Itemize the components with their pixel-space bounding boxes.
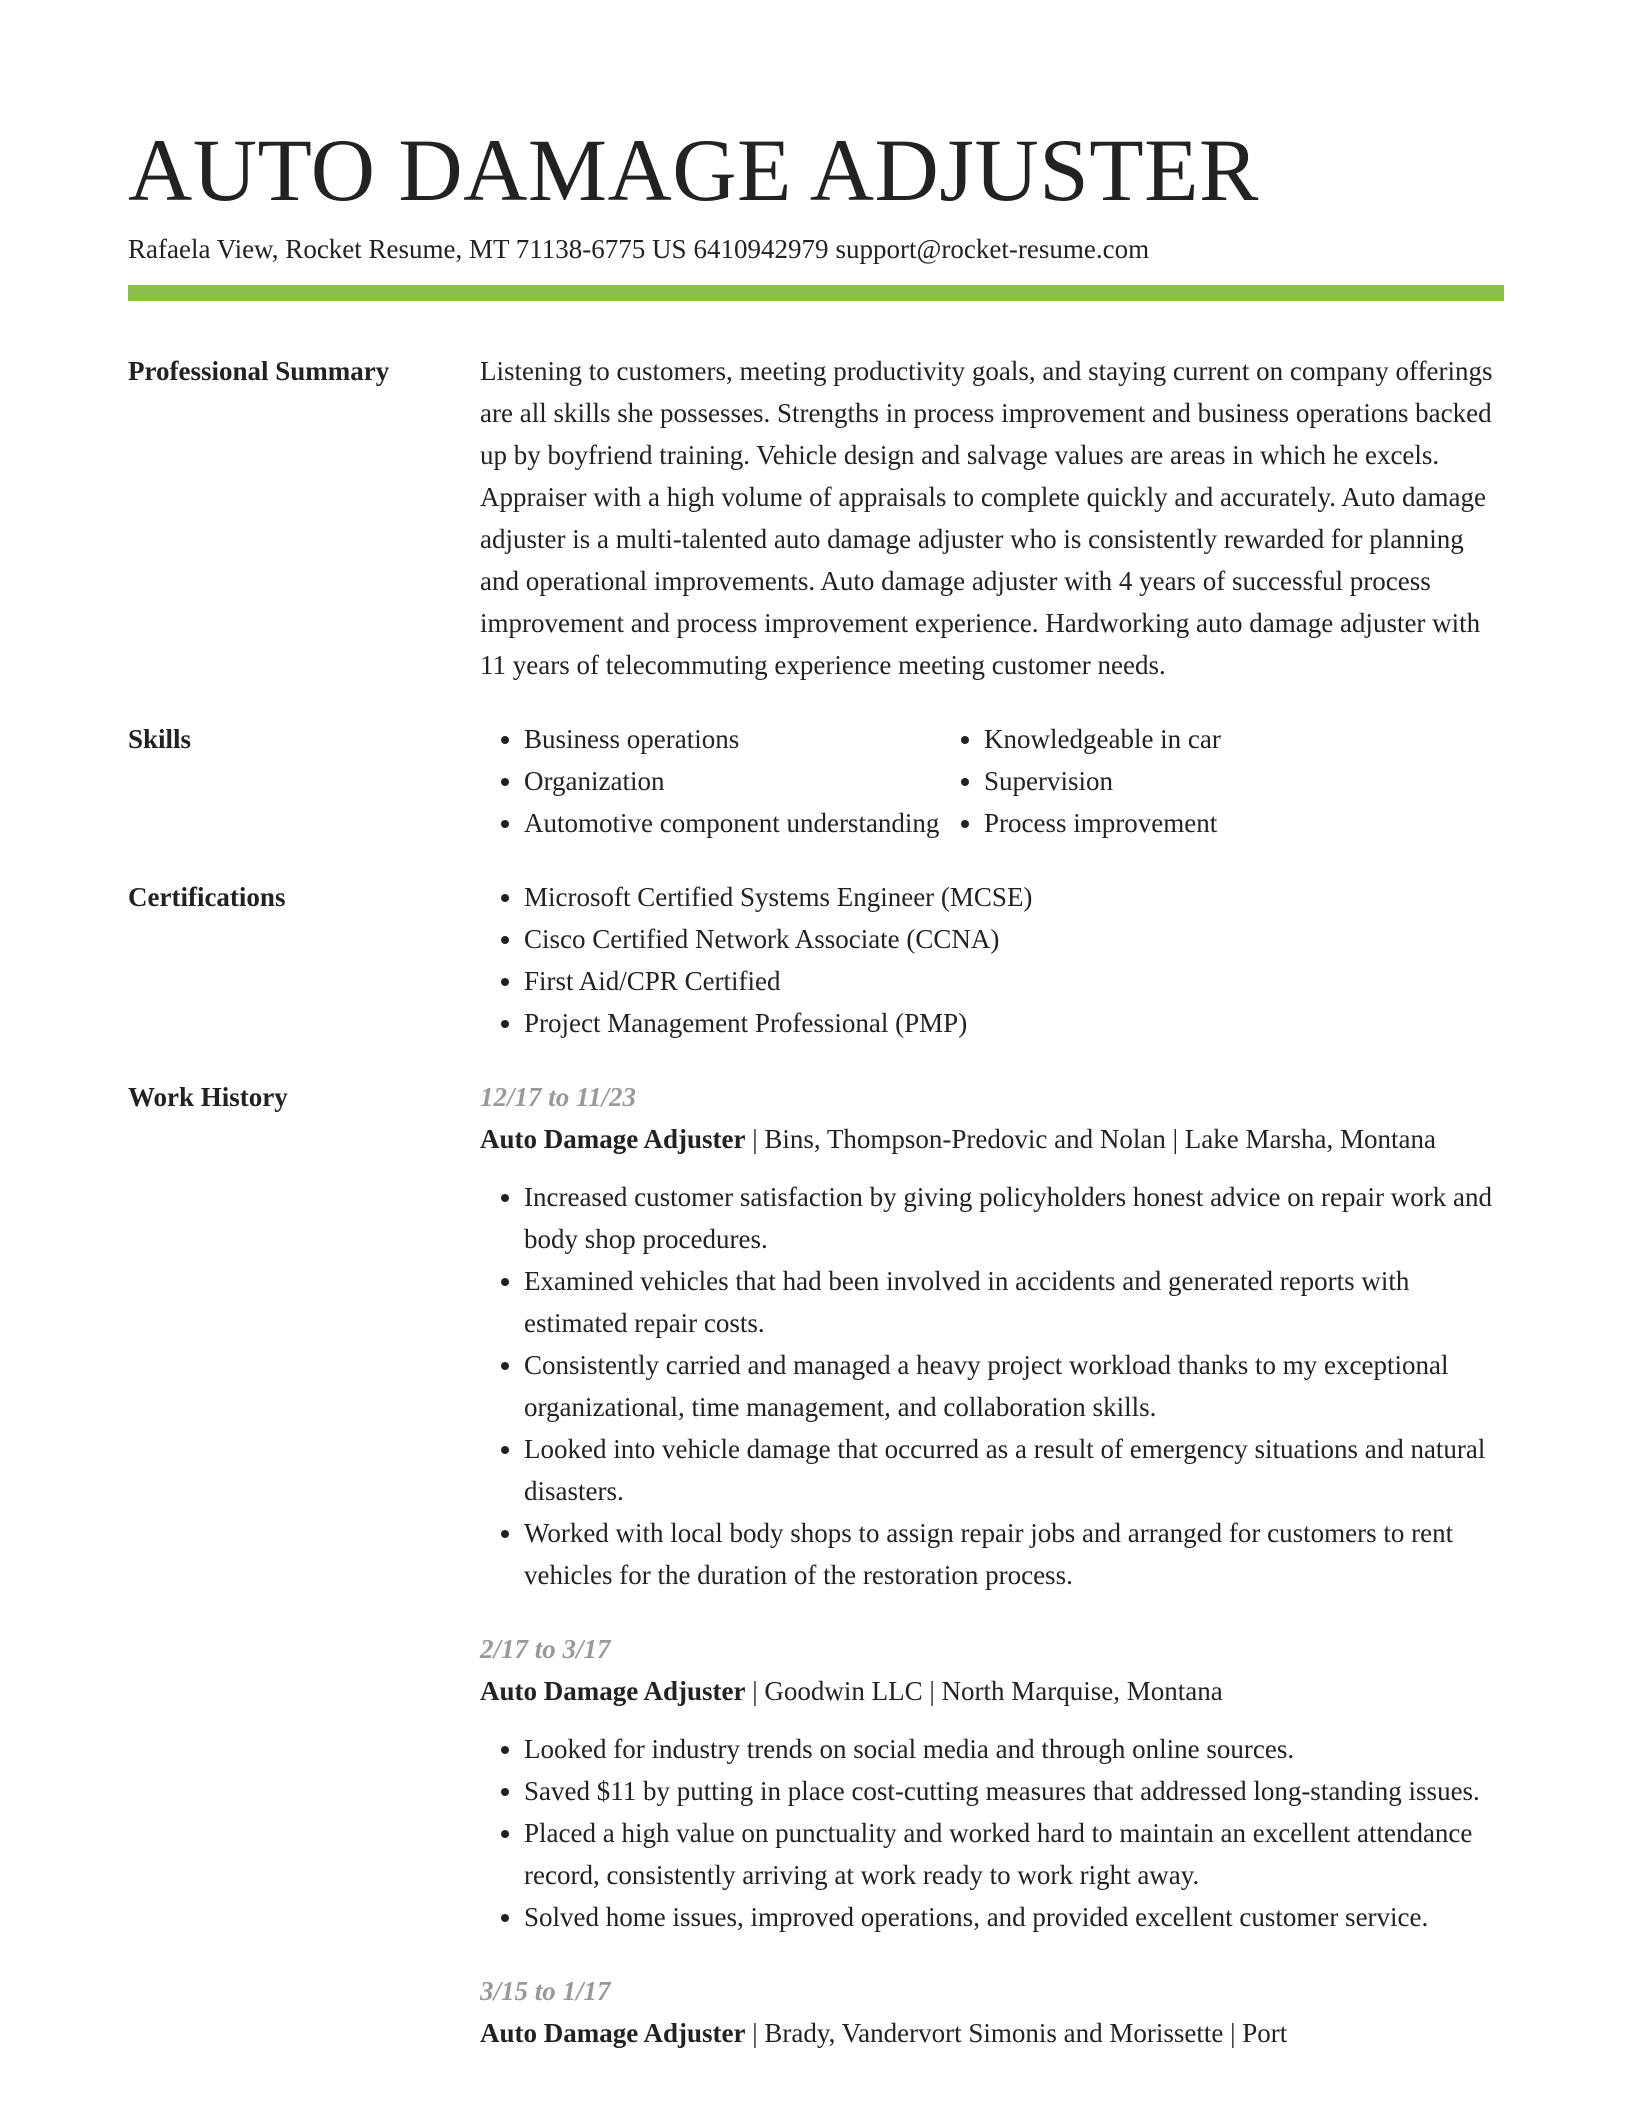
skill-item: • Process improvement <box>984 802 1221 844</box>
job-details: | Goodwin LLC | North Marquise, Montana <box>752 1676 1223 1706</box>
skill-item: • Knowledgeable in car <box>984 718 1221 760</box>
skills-list-2 <box>940 718 1221 844</box>
contact-address: Rafaela View, Rocket Resume, MT 71138-6775 US <box>128 234 687 264</box>
summary-body <box>480 350 1504 686</box>
summary-text: Listening to customers, meeting productivity goals, and staying current on company offerings are all skills she possesses. Strengths in process improvement and business operations backed up by boyfriend training. Vehicle design and salvage values are areas in which he excels. Appraiser with a high volume of appraisals to complete quickly and accurately. Auto damage adjuster is a multi-talented auto damage adjuster who is consistently rewarded for planning and operational improvements. Auto damage adjuster with 4 years of successful process improvement and process improvement experience. Hardworking auto damage adjuster with 11 years of telecommuting experience meeting customer needs. <box>480 356 1493 680</box>
job-title: Auto Damage Adjuster <box>480 2018 746 2048</box>
job-title: Auto Damage Adjuster <box>480 1676 746 1706</box>
job-title: Auto Damage Adjuster <box>480 1124 746 1154</box>
skills-column-1 <box>480 718 940 844</box>
skills-list-1 <box>480 718 940 844</box>
certifications-list <box>480 876 1504 1044</box>
job-bullet: • Saved $11 by putting in place cost-cutting measures that addressed long-standing issues. <box>524 1770 1504 1812</box>
work-history-body <box>480 1076 1504 2086</box>
skill-item: • Organization <box>524 760 940 802</box>
header-divider <box>128 285 1504 301</box>
job-bullets <box>480 1176 1504 1596</box>
job-details: | Brady, Vandervort Simonis and Morissette | Port <box>752 2018 1288 2048</box>
certifications-section <box>128 876 1504 1044</box>
certification-item: • Microsoft Certified Systems Engineer (MCSE) <box>524 876 1504 918</box>
section-label-work-history: Work History <box>128 1082 288 1112</box>
skill-item: • Automotive component understanding <box>524 802 940 844</box>
job-bullet: • Placed a high value on punctuality and worked hard to maintain an excellent attendance record, consistently arriving at work ready to work right away. <box>524 1812 1504 1896</box>
section-label-certifications: Certifications <box>128 882 286 912</box>
section-label-summary: Professional Summary <box>128 356 390 386</box>
job-entry <box>480 1628 1504 1938</box>
job-bullet: • Looked into vehicle damage that occurred as a result of emergency situations and natural disasters. <box>524 1428 1504 1512</box>
section-label-skills: Skills <box>128 724 192 754</box>
job-dates: 2/17 to 3/17 <box>480 1634 611 1664</box>
skills-section <box>128 718 1504 844</box>
job-bullets <box>480 1728 1504 1938</box>
job-details: | Bins, Thompson-Predovic and Nolan | Lake Marsha, Montana <box>752 1124 1436 1154</box>
work-history-section <box>128 1076 1504 2086</box>
resume-name-heading: AUTO DAMAGE ADJUSTER <box>128 122 1259 220</box>
job-bullet: • Looked for industry trends on social media and through online sources. <box>524 1728 1504 1770</box>
summary-section <box>128 350 1504 686</box>
job-entry <box>480 1970 1504 2054</box>
skills-body <box>480 718 1504 844</box>
job-heading <box>480 2012 1504 2054</box>
job-bullet: • Examined vehicles that had been involved in accidents and generated reports with estimated repair costs. <box>524 1260 1504 1344</box>
certification-item: • First Aid/CPR Certified <box>524 960 1504 1002</box>
contact-email: support@rocket-resume.com <box>835 234 1150 264</box>
contact-line <box>128 232 1149 266</box>
job-bullet: • Increased customer satisfaction by giving policyholders honest advice on repair work and body shop procedures. <box>524 1176 1504 1260</box>
job-bullet: • Consistently carried and managed a heavy project workload thanks to my exceptional organizational, time management, and collaboration skills. <box>524 1344 1504 1428</box>
certification-item: • Project Management Professional (PMP) <box>524 1002 1504 1044</box>
certifications-body <box>480 876 1504 1044</box>
job-heading <box>480 1670 1504 1712</box>
job-entry <box>480 1076 1504 1596</box>
job-bullet: • Solved home issues, improved operations, and provided excellent customer service. <box>524 1896 1504 1938</box>
skill-item: • Supervision <box>984 760 1221 802</box>
certification-item: • Cisco Certified Network Associate (CCNA) <box>524 918 1504 960</box>
resume-content <box>128 350 1504 2086</box>
job-bullet: • Worked with local body shops to assign repair jobs and arranged for customers to rent vehicles for the duration of the restoration process. <box>524 1512 1504 1596</box>
job-heading <box>480 1118 1504 1160</box>
job-dates: 3/15 to 1/17 <box>480 1976 611 2006</box>
skills-column-2 <box>940 718 1221 844</box>
contact-phone: 6410942979 <box>693 234 829 264</box>
job-dates: 12/17 to 11/23 <box>480 1082 637 1112</box>
skill-item: • Business operations <box>524 718 940 760</box>
